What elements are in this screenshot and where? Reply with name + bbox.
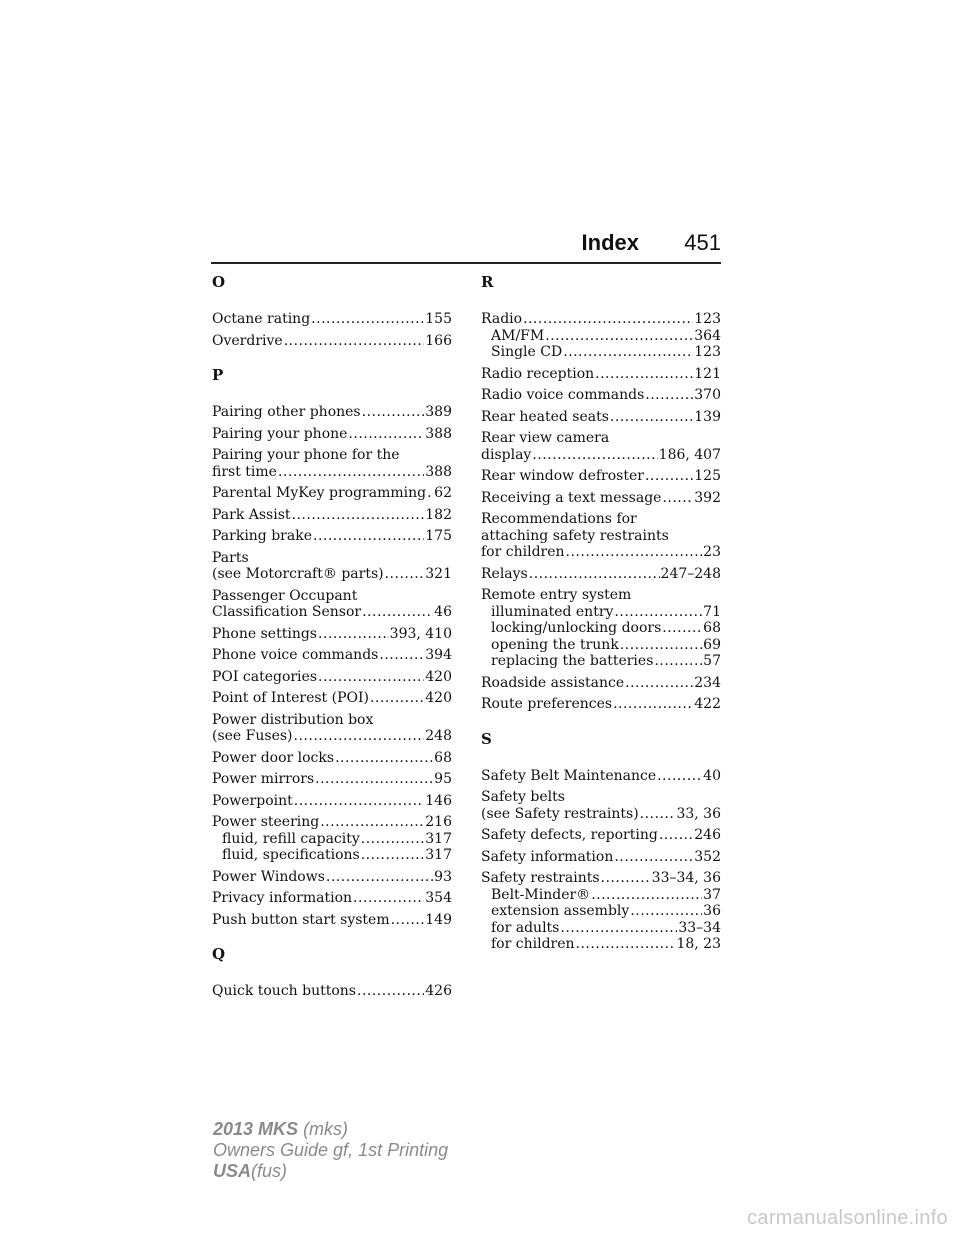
entry-text: Point of Interest (POI)	[212, 690, 369, 706]
index-entry-line	[212, 771, 452, 788]
dot-leader	[315, 771, 433, 788]
entry-text: Rear view camera	[481, 430, 610, 446]
entry-page-ref: 186, 407	[658, 446, 721, 463]
entry-text: Phone settings	[212, 625, 317, 642]
section-letter: R	[481, 273, 494, 291]
index-entry	[212, 912, 452, 929]
index-entry-line	[212, 588, 452, 605]
index-entry	[212, 712, 452, 745]
dot-leader	[361, 847, 425, 864]
index-entry	[481, 870, 721, 953]
entry-text: Safety information	[481, 848, 614, 865]
index-entry	[481, 468, 721, 485]
index-entry-line	[481, 768, 721, 785]
entry-text: Octane rating	[212, 311, 311, 327]
entry-text: illuminated entry	[491, 603, 614, 620]
index-entry-line	[212, 712, 452, 729]
index-entry	[212, 647, 452, 664]
index-entry	[212, 983, 452, 1000]
dot-leader	[614, 849, 693, 866]
index-entry	[481, 490, 721, 507]
entry-page-ref: 46	[434, 604, 452, 620]
entry-text: Pairing other phones	[212, 404, 361, 420]
entry-text: (see Fuses)	[212, 728, 293, 744]
entry-page-ref: 18, 23	[676, 936, 721, 952]
index-entry	[212, 588, 452, 621]
index-entry-line	[481, 587, 721, 604]
dot-leader	[545, 328, 693, 345]
entry-text: POI categories	[212, 668, 318, 685]
footer-region: USA	[213, 1161, 252, 1181]
index-entry-line	[481, 675, 721, 692]
index-entry-line	[212, 728, 452, 745]
dot-leader	[278, 464, 424, 481]
dot-leader	[361, 831, 425, 848]
index-entry	[481, 566, 721, 583]
entry-text: Push button start system	[212, 911, 390, 928]
entry-page-ref: 37	[703, 886, 721, 903]
entry-text: locking/unlocking doors	[491, 620, 662, 636]
index-entry-line	[212, 869, 452, 886]
index-entry-line	[212, 485, 452, 502]
entry-text: Power mirrors	[212, 771, 315, 787]
index-entry-line	[481, 827, 721, 844]
entry-text: Route preferences	[481, 696, 613, 712]
dot-leader	[523, 311, 693, 328]
entry-page-ref: 125	[694, 468, 721, 484]
index-subentry	[212, 847, 452, 864]
index-entry	[481, 789, 721, 822]
index-entry-line	[212, 890, 452, 907]
entry-page-ref: 36	[703, 903, 721, 919]
entry-text: attaching safety restraints	[481, 527, 669, 544]
index-entry-line	[481, 696, 721, 713]
index-entry	[212, 626, 452, 643]
page-title: Index	[581, 230, 639, 255]
index-entry-line	[481, 544, 721, 561]
entry-text: Radio reception	[481, 365, 595, 382]
dot-leader	[391, 912, 425, 929]
entry-text: Relays	[481, 565, 528, 582]
entry-page-ref: 420	[425, 690, 452, 706]
entry-page-ref: 370	[694, 387, 721, 403]
footer-model: 2013 MKS	[213, 1119, 299, 1139]
dot-leader	[591, 887, 702, 904]
index-entry-line	[212, 626, 452, 643]
index-column-right	[481, 274, 721, 958]
entry-text: Parental MyKey programming	[212, 485, 427, 501]
index-entry-line	[481, 311, 721, 328]
entry-page-ref: 364	[694, 327, 721, 344]
footer-model-code: (mks)	[303, 1119, 349, 1139]
entry-text: Roadside assistance	[481, 674, 625, 691]
index-entry	[212, 690, 452, 707]
entry-page-ref: 354	[425, 890, 452, 906]
dot-leader	[560, 920, 677, 937]
entry-text: Radio voice commands	[481, 387, 645, 403]
entry-page-ref: 23	[703, 544, 721, 560]
entry-text: display	[481, 446, 532, 463]
index-subentry	[481, 620, 721, 637]
entry-page-ref: 248	[425, 728, 452, 744]
dot-leader	[284, 333, 425, 350]
index-entry-line	[481, 849, 721, 866]
dot-leader	[348, 426, 424, 443]
entry-page-ref: 388	[425, 463, 452, 480]
index-entry-line	[481, 430, 721, 447]
entry-text: Rear heated seats	[481, 408, 609, 425]
index-entry	[212, 550, 452, 583]
dot-leader	[645, 387, 693, 404]
entry-text: opening the trunk	[491, 636, 619, 653]
entry-text: fluid, specifications	[222, 847, 360, 863]
entry-text: Receiving a text message	[481, 489, 662, 506]
index-entry-line	[481, 511, 721, 528]
entry-page-ref: 33, 36	[676, 805, 721, 822]
index-entry-line	[212, 528, 452, 545]
dot-leader	[362, 404, 425, 421]
dot-leader	[595, 366, 693, 383]
entry-page-ref: 420	[425, 668, 452, 685]
index-entry	[212, 793, 452, 810]
dot-leader	[662, 490, 693, 507]
entry-text: Passenger Occupant	[212, 587, 358, 604]
dot-leader	[313, 528, 424, 545]
index-entry-line	[481, 409, 721, 426]
dot-leader	[613, 696, 693, 713]
index-entry-line	[481, 490, 721, 507]
index-entry	[212, 485, 452, 502]
index-subentry	[481, 637, 721, 654]
dot-leader	[311, 311, 424, 328]
entry-page-ref: 33–34, 36	[651, 870, 721, 886]
index-entry	[481, 311, 721, 361]
dot-leader	[335, 750, 433, 767]
index-entry-line	[212, 333, 452, 350]
entry-text: Single CD	[491, 344, 563, 360]
entry-text: Safety Belt Maintenance	[481, 767, 657, 784]
entry-text: Belt-Minder®	[491, 886, 591, 903]
entry-text: Power steering	[212, 814, 320, 830]
entry-page-ref: 146	[425, 792, 452, 809]
entry-text: Rear window defroster	[481, 468, 644, 484]
entry-text: replacing the batteries	[491, 653, 654, 669]
index-entry-line	[212, 550, 452, 567]
entry-text: Radio	[481, 311, 523, 327]
index-entry-line	[481, 789, 721, 806]
dot-leader	[563, 344, 693, 361]
entry-text: Power door locks	[212, 749, 335, 766]
dot-leader	[601, 870, 651, 887]
dot-leader	[427, 485, 433, 502]
dot-leader	[292, 507, 425, 524]
index-entry	[481, 387, 721, 404]
index-column-left	[212, 274, 452, 1005]
entry-page-ref: 57	[703, 653, 721, 669]
index-entry	[481, 768, 721, 785]
entry-text: Classification Sensor	[212, 604, 362, 620]
index-subentry	[481, 653, 721, 670]
entry-page-ref: 388	[425, 425, 452, 442]
entry-page-ref: 393, 410	[389, 625, 452, 642]
index-entry-line	[212, 604, 452, 621]
entry-page-ref: 389	[425, 404, 452, 420]
entry-text: Pairing your phone	[212, 425, 348, 442]
index-subentry	[481, 920, 721, 937]
index-entry-line	[212, 311, 452, 328]
index-entry-line	[212, 690, 452, 707]
index-entry	[212, 669, 452, 686]
dot-leader	[320, 814, 424, 831]
index-entry-line	[481, 566, 721, 583]
index-entry	[481, 511, 721, 561]
entry-page-ref: 123	[694, 311, 721, 327]
index-entry	[212, 447, 452, 480]
dot-leader	[362, 604, 433, 621]
entry-text: Power Windows	[212, 868, 325, 885]
dot-leader	[318, 626, 389, 643]
index-entry-line	[212, 404, 452, 421]
footer-line-guide: Owners Guide gf, 1st Printing	[213, 1140, 449, 1160]
entry-page-ref: 68	[434, 749, 452, 766]
footer-line-model	[213, 1119, 448, 1140]
index-entry-line	[481, 447, 721, 464]
index-entry	[212, 869, 452, 886]
entry-page-ref: 246	[694, 827, 721, 843]
entry-page-ref: 175	[425, 528, 452, 544]
entry-text: (see Motorcraft® parts)	[212, 566, 384, 582]
entry-page-ref: 139	[694, 408, 721, 425]
footer-region-code: (fus)	[251, 1161, 288, 1181]
entry-text: first time	[212, 463, 277, 480]
entry-text: Powerpoint	[212, 792, 293, 809]
index-entry-line	[212, 647, 452, 664]
index-subentry	[481, 887, 721, 904]
site-watermark: carmanualsonline.info	[747, 1207, 948, 1229]
index-entry	[212, 528, 452, 545]
entry-page-ref: 317	[425, 847, 452, 863]
dot-leader	[659, 827, 693, 844]
entry-page-ref: 426	[425, 983, 452, 999]
index-subentry	[481, 903, 721, 920]
index-entry-line	[481, 870, 721, 887]
dot-leader	[379, 647, 424, 664]
section-letter: O	[212, 273, 226, 291]
entry-page-ref: 182	[425, 506, 452, 523]
dot-leader	[662, 620, 702, 637]
index-entry-line	[481, 806, 721, 823]
index-entry-line	[212, 793, 452, 810]
entry-page-ref: 216	[425, 814, 452, 830]
entry-page-ref: 33–34	[678, 919, 721, 936]
entry-text: Pairing your phone for the	[212, 447, 400, 463]
entry-page-ref: 352	[694, 848, 721, 865]
index-entry-line	[212, 983, 452, 1000]
index-entry-line	[212, 464, 452, 481]
entry-page-ref: 234	[694, 674, 721, 691]
dot-leader	[630, 903, 702, 920]
entry-text: for adults	[491, 919, 560, 936]
index-entry	[481, 366, 721, 383]
entry-page-ref: 392	[694, 489, 721, 506]
entry-text: Quick touch buttons	[212, 983, 356, 999]
index-entry	[481, 696, 721, 713]
entry-page-ref: 422	[694, 696, 721, 712]
dot-leader	[353, 890, 424, 907]
index-entry	[212, 333, 452, 350]
index-entry-line	[212, 566, 452, 583]
entry-text: Privacy information	[212, 890, 353, 906]
index-subentry	[212, 831, 452, 848]
entry-page-ref: 155	[425, 311, 452, 327]
dot-leader	[654, 653, 702, 670]
dot-leader	[620, 637, 702, 654]
index-entry	[481, 675, 721, 692]
entry-text: Safety restraints	[481, 870, 600, 886]
index-entry	[481, 827, 721, 844]
entry-page-ref: 321	[425, 566, 452, 582]
entry-text: (see Safety restraints)	[481, 805, 639, 822]
entry-page-ref: 40	[703, 767, 721, 784]
dot-leader	[640, 806, 676, 823]
entry-page-ref: 247–248	[660, 565, 721, 582]
index-entry	[212, 404, 452, 421]
index-entry-line	[481, 366, 721, 383]
dot-leader	[529, 566, 660, 583]
dot-leader	[294, 793, 425, 810]
index-entry-line	[481, 468, 721, 485]
entry-page-ref: 68	[703, 620, 721, 636]
index-entry	[212, 771, 452, 788]
entry-text: Parking brake	[212, 528, 312, 544]
entry-page-ref: 69	[703, 636, 721, 653]
entry-text: Phone voice commands	[212, 647, 379, 663]
page-header	[211, 226, 721, 264]
dot-leader	[614, 604, 702, 621]
footer-line-region	[213, 1161, 448, 1182]
dot-leader	[370, 690, 424, 707]
entry-text: fluid, refill capacity	[222, 830, 360, 847]
dot-leader	[532, 447, 657, 464]
page-number: 451	[684, 230, 721, 255]
entry-page-ref: 95	[434, 771, 452, 787]
entry-text: for children	[481, 544, 565, 560]
entry-page-ref: 93	[434, 868, 452, 885]
index-entry	[212, 311, 452, 328]
index-entry-line	[481, 528, 721, 545]
index-entry	[481, 587, 721, 670]
entry-page-ref: 394	[425, 647, 452, 663]
entry-page-ref: 166	[425, 332, 452, 349]
entry-page-ref: 71	[703, 603, 721, 620]
dot-leader	[576, 936, 676, 953]
entry-page-ref: 149	[425, 911, 452, 928]
index-entry	[481, 430, 721, 463]
entry-text: Recommendations for	[481, 511, 637, 527]
index-entry	[212, 890, 452, 907]
dot-leader	[318, 669, 424, 686]
dot-leader	[566, 544, 703, 561]
index-entry	[212, 507, 452, 524]
dot-leader	[385, 566, 425, 583]
section-letter: S	[481, 729, 492, 748]
dot-leader	[326, 869, 433, 886]
entry-page-ref: 123	[694, 344, 721, 360]
entry-text: extension assembly	[491, 903, 630, 919]
index-subentry	[481, 344, 721, 361]
print-footer	[213, 1119, 448, 1182]
index-entry-line	[212, 669, 452, 686]
dot-leader	[294, 728, 425, 745]
index-entry-line	[212, 912, 452, 929]
dot-leader	[657, 768, 702, 785]
entry-text: Power distribution box	[212, 711, 374, 728]
entry-page-ref: 62	[434, 485, 452, 501]
index-entry-line	[212, 814, 452, 831]
entry-text: for children	[491, 936, 575, 952]
dot-leader	[625, 675, 693, 692]
entry-text: Safety defects, reporting	[481, 827, 658, 843]
section-letter: P	[212, 366, 224, 384]
entry-text: Overdrive	[212, 332, 283, 349]
index-entry-line	[212, 426, 452, 443]
entry-page-ref: 317	[425, 830, 452, 847]
index-entry-line	[212, 507, 452, 524]
index-subentry	[481, 328, 721, 345]
index-entry	[212, 814, 452, 864]
index-entry	[212, 426, 452, 443]
index-entry	[481, 849, 721, 866]
index-entry	[212, 750, 452, 767]
entry-text: AM/FM	[491, 327, 545, 344]
dot-leader	[645, 468, 693, 485]
entry-text: Remote entry system	[481, 587, 632, 603]
dot-leader	[357, 983, 424, 1000]
index-entry-line	[212, 447, 452, 464]
entry-page-ref: 121	[694, 365, 721, 382]
index-entry-line	[212, 750, 452, 767]
entry-text: Parts	[212, 549, 249, 566]
entry-text: Safety belts	[481, 789, 565, 805]
index-entry-line	[481, 387, 721, 404]
entry-text: Park Assist	[212, 506, 291, 523]
index-entry	[481, 409, 721, 426]
index-subentry	[481, 604, 721, 621]
section-letter: Q	[212, 945, 226, 963]
dot-leader	[610, 409, 693, 426]
index-subentry	[481, 936, 721, 953]
